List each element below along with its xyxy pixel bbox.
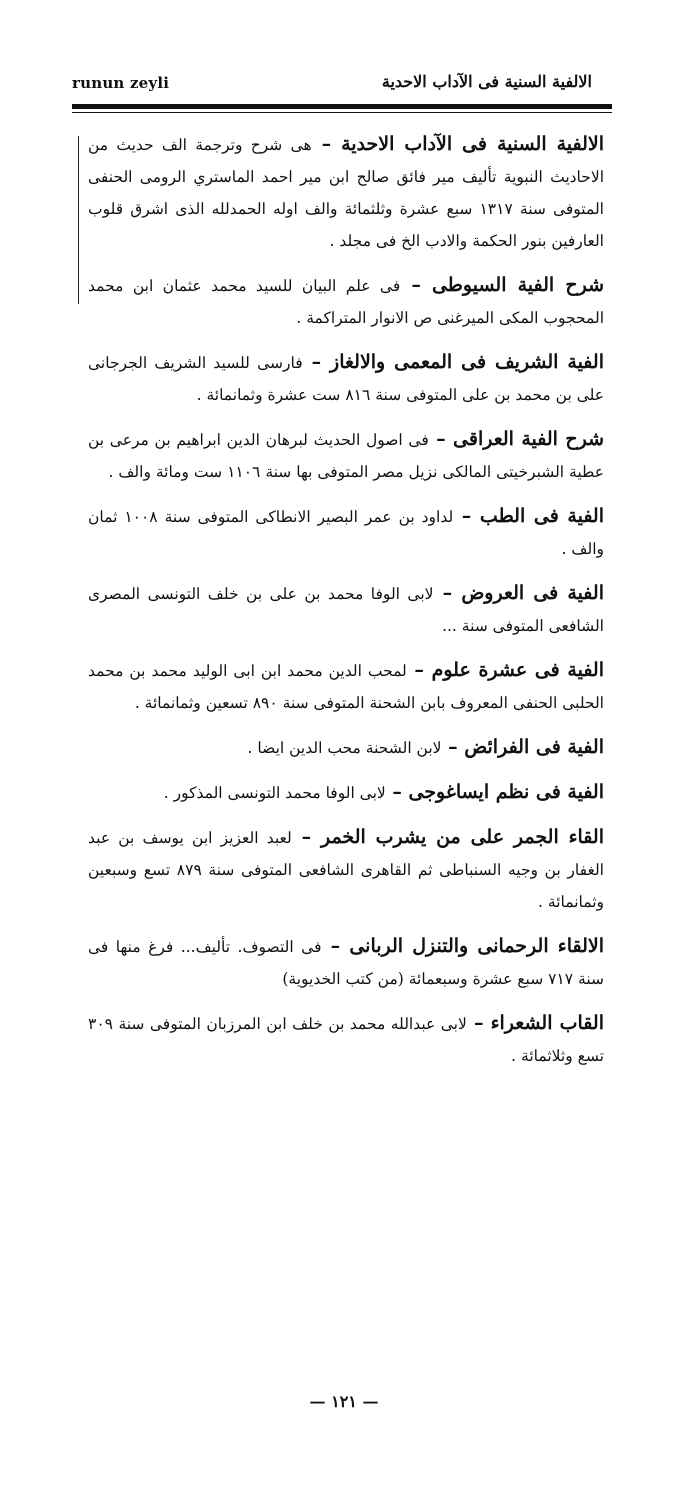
entry-body: فارسى للسيد الشريف الجرجانى على بن محمد بن على المتوفى سنة ٨١٦ ست عشرة وثمانمائة . [88, 354, 604, 404]
entry [88, 577, 604, 642]
entry-body: لابى الوفا محمد بن على بن خلف التونسى المصرى الشافعى المتوفى سنة ... [88, 585, 604, 635]
entry [88, 776, 604, 809]
margin-mark [78, 136, 79, 304]
entry-body: لداود بن عمر البصير الانطاكى المتوفى سنة ١٠٠٨ ثمان والف . [88, 508, 604, 558]
entry [88, 346, 604, 411]
entries-list [88, 128, 604, 1084]
entry-title: الفية فى نظم ايساغوجى – [385, 781, 604, 803]
entry-body: فى اصول الحديث لبرهان الدين ابراهيم بن مرعى بن عطية الشبرخيتى المالكى نزيل مصر المتوفى بها سنة ١١٠٦ ست ومائة والف . [88, 431, 604, 481]
entry-title: القاء الجمر على من يشرب الخمر – [291, 826, 604, 848]
entry-body: لابن الشحنة محب الدين ايضا . [247, 739, 442, 757]
entry [88, 500, 604, 565]
entry [88, 930, 604, 995]
header-left: runun zeyli [72, 74, 170, 92]
running-header: الالفية السنية فى الآداب الاحدية [381, 72, 592, 91]
entry-body: هى شرح وترجمة الف حديث من الاحاديث النبوية تأليف مير فائق صالح ابن مير احمد الماستري الرومى الحنفى المتوفى سنة ١٣١٧ سبع عشرة وثلثمائة والف اوله الحمدلله الذى اشرق قلوب العارفين بنور الحكمة والادب الخ فى مجلد . [88, 136, 604, 250]
entry-title: شرح الفية العراقى – [428, 428, 604, 450]
entry [88, 821, 604, 918]
entry-title: الالفية السنية فى الآداب الاحدية – [311, 133, 605, 155]
entry-title: الفية الشريف فى المعمى والالغاز – [302, 351, 604, 373]
entry-body: لابى عبدالله محمد بن خلف ابن المرزبان المتوفى سنة ٣٠٩ تسع وثلاثمائة . [88, 1015, 604, 1065]
entry-body: فى علم البيان للسيد محمد عثمان ابن محمد المحجوب المكى الميرغنى ص الانوار المتراكمة . [88, 277, 604, 327]
entry-body: لعبد العزيز ابن يوسف بن عبد الغفار بن وجيه السنباطى ثم القاهرى الشافعى المتوفى سنة ٨٧٩ تسع وسبعين وثمانمائة . [88, 829, 604, 911]
page-number: — ١٢١ — [309, 1392, 379, 1411]
entry [88, 654, 604, 719]
entry [88, 1007, 604, 1072]
entry-title: الفية فى الطب – [453, 505, 604, 527]
entry-title: الالقاء الرحمانى والتنزل الربانى – [321, 935, 604, 957]
entry-body: لابى الوفا محمد التونسى المذكور . [163, 784, 386, 802]
entry [88, 128, 604, 257]
header-rule-thick [72, 104, 612, 109]
entry-title: الفية فى العروض – [433, 582, 604, 604]
entry-title: الفية فى عشرة علوم – [406, 659, 604, 681]
entry-title: شرح الفية السيوطى – [400, 274, 604, 296]
entry-title: القاب الشعراء – [466, 1012, 604, 1034]
header-rule-thin [72, 112, 612, 113]
entry-body: فى التصوف. تأليف... فرغ منها فى سنة ٧١٧ سبع عشرة وسبعمائة (من كتب الخديوية) [88, 938, 604, 988]
entry [88, 731, 604, 764]
entry [88, 423, 604, 488]
entry-title: الفية فى الفرائض – [441, 736, 604, 758]
entry [88, 269, 604, 334]
entry-body: لمحب الدين محمد ابن ابى الوليد محمد بن محمد الحلبى الحنفى المعروف بابن الشحنة المتوفى سنة ٨٩٠ تسعين وثمانمائة . [88, 662, 604, 712]
